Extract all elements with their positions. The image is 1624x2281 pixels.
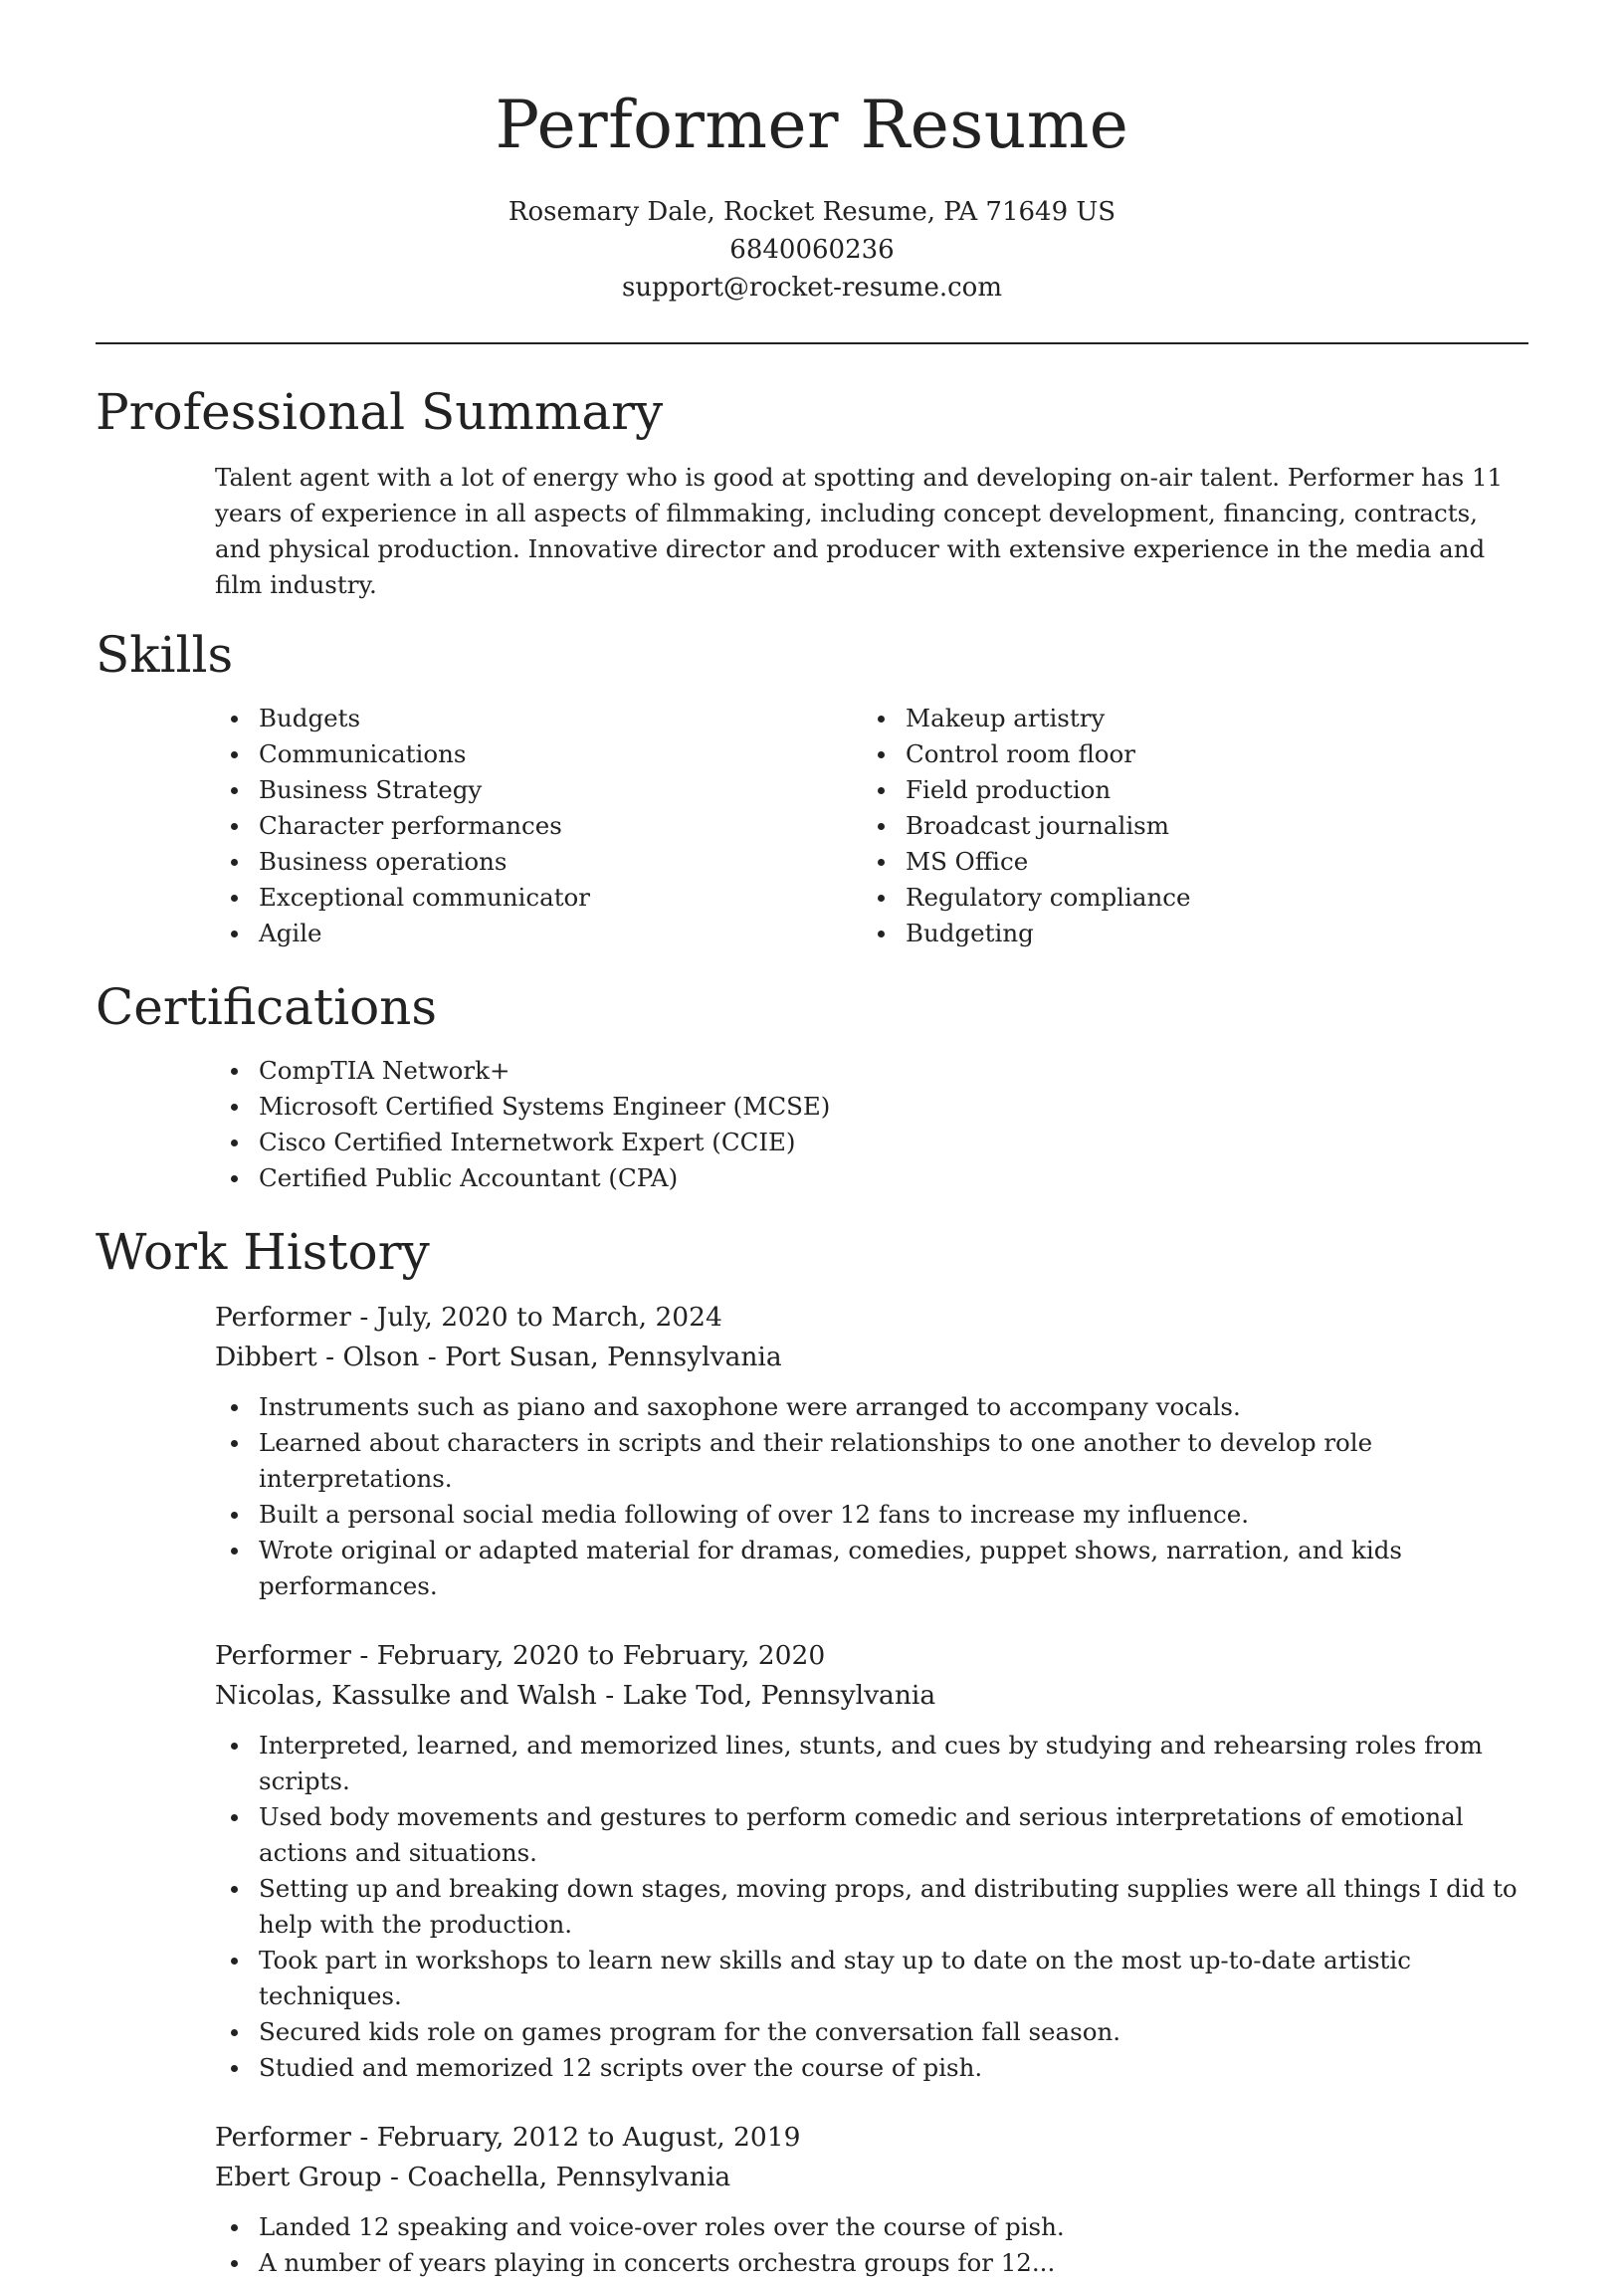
skill-item: Control room floor (862, 736, 1509, 772)
job-bullet: A number of years playing in concerts orchestra groups for 12... (215, 2245, 1528, 2281)
job-bullet: Instruments such as piano and saxophone were arranged to accompany vocals. (215, 1389, 1528, 1425)
job-bullet: Secured kids role on games program for the conversation fall season. (215, 2014, 1528, 2050)
job-bullet: Took part in workshops to learn new skills and stay up to date on the most up-to-date artistic techniques. (215, 1943, 1528, 2014)
job-location: Lake Tod, Pennsylvania (622, 1680, 936, 1711)
job-location: Port Susan, Pennsylvania (445, 1342, 782, 1372)
certifications-heading: Certifications (96, 978, 438, 1036)
job-bullet: Interpreted, learned, and memorized lines, stunts, and cues by studying and rehearsing roles from scripts. (215, 1728, 1528, 1799)
job-role: Performer (215, 2122, 351, 2153)
skill-item: MS Office (862, 844, 1509, 880)
job-role: Performer (215, 1302, 351, 1333)
skill-item: Field production (862, 772, 1509, 808)
job-bullet: Wrote original or adapted material for dramas, comedies, puppet shows, narration, and kids performances. (215, 1533, 1528, 1604)
resume-title: Performer Resume (495, 87, 1129, 163)
job-location: Coachella, Pennsylvania (407, 2162, 731, 2192)
job-bullets (215, 2209, 1528, 2281)
contact-block (96, 193, 1528, 307)
job-bullet: Landed 12 speaking and voice-over roles over the course of pish. (215, 2209, 1528, 2245)
skill-item: Communications (215, 736, 862, 772)
certification-item: Certified Public Accountant (CPA) (215, 1160, 1528, 1196)
summary-heading: Professional Summary (96, 383, 664, 441)
contact-address: Rosemary Dale, Rocket Resume, PA 71649 US (508, 197, 1116, 227)
resume-page (96, 0, 1528, 2281)
job-bullet: Setting up and breaking down stages, moving props, and distributing supplies were all things I did to help with the production. (215, 1871, 1528, 1943)
job-bullet: Used body movements and gestures to perform comedic and serious interpretations of emotional actions and situations. (215, 1799, 1528, 1871)
job-dates: February, 2012 to August, 2019 (376, 2122, 801, 2153)
contact-email: support@rocket-resume.com (621, 273, 1002, 303)
certification-item: Microsoft Certified Systems Engineer (MCSE) (215, 1089, 1528, 1125)
header-divider (96, 342, 1528, 344)
skill-item: Business Strategy (215, 772, 862, 808)
skill-item: Makeup artistry (862, 701, 1509, 736)
job-title-line (215, 1636, 1528, 1676)
job-company: Dibbert - Olson (215, 1342, 420, 1372)
job-company: Nicolas, Kassulke and Walsh (215, 1680, 597, 1711)
summary-text: Talent agent with a lot of energy who is good at spotting and developing on-air talent. Performer has 11 years of experience in all aspects of filmmaking, including concept development, financing, contracts, and physical production. Innovative director and producer with extensive experience in the media and film industry. (215, 463, 1504, 599)
job-dates-separator: - (359, 1302, 377, 1333)
job-entry (215, 2118, 1528, 2197)
skill-item: Budgets (215, 701, 862, 736)
job-entry (215, 1636, 1528, 1716)
job-dates: July, 2020 to March, 2024 (376, 1302, 722, 1333)
job-location-separator: - (427, 1342, 446, 1372)
skill-item: Exceptional communicator (215, 880, 862, 916)
job-bullets (215, 1389, 1528, 1604)
skills-list (215, 701, 1528, 951)
skills-heading: Skills (96, 626, 234, 684)
skill-item: Budgeting (862, 916, 1509, 951)
skills-left-column (215, 701, 862, 951)
job-location-separator: - (605, 1680, 623, 1711)
job-company-line (215, 1676, 1528, 1716)
job-dates-separator: - (359, 2122, 377, 2153)
job-bullet: Built a personal social media following of over 12 fans to increase my influence. (215, 1497, 1528, 1533)
job-bullets (215, 1728, 1528, 2086)
job-role: Performer (215, 1640, 351, 1671)
job-company-line (215, 1338, 1528, 1377)
job-bullet: Learned about characters in scripts and their relationships to one another to develop role interpretations. (215, 1425, 1528, 1497)
job-dates-separator: - (359, 1640, 377, 1671)
work-history-heading: Work History (96, 1223, 430, 1281)
skill-item: Broadcast journalism (862, 808, 1509, 844)
skill-item: Regulatory compliance (862, 880, 1509, 916)
job-company: Ebert Group (215, 2162, 382, 2192)
certification-item: CompTIA Network+ (215, 1053, 1528, 1089)
skill-item: Character performances (215, 808, 862, 844)
job-company-line (215, 2158, 1528, 2197)
certifications-list (215, 1053, 1528, 1196)
skills-right-column (862, 701, 1509, 951)
job-location-separator: - (390, 2162, 408, 2192)
skill-item: Business operations (215, 844, 862, 880)
job-dates: February, 2020 to February, 2020 (376, 1640, 826, 1671)
skill-item: Agile (215, 916, 862, 951)
job-entry (215, 1298, 1528, 1377)
certification-item: Cisco Certified Internetwork Expert (CCIE) (215, 1125, 1528, 1160)
contact-phone: 6840060236 (729, 235, 895, 265)
job-title-line (215, 2118, 1528, 2158)
job-title-line (215, 1298, 1528, 1338)
job-bullet: Studied and memorized 12 scripts over the course of pish. (215, 2050, 1528, 2086)
